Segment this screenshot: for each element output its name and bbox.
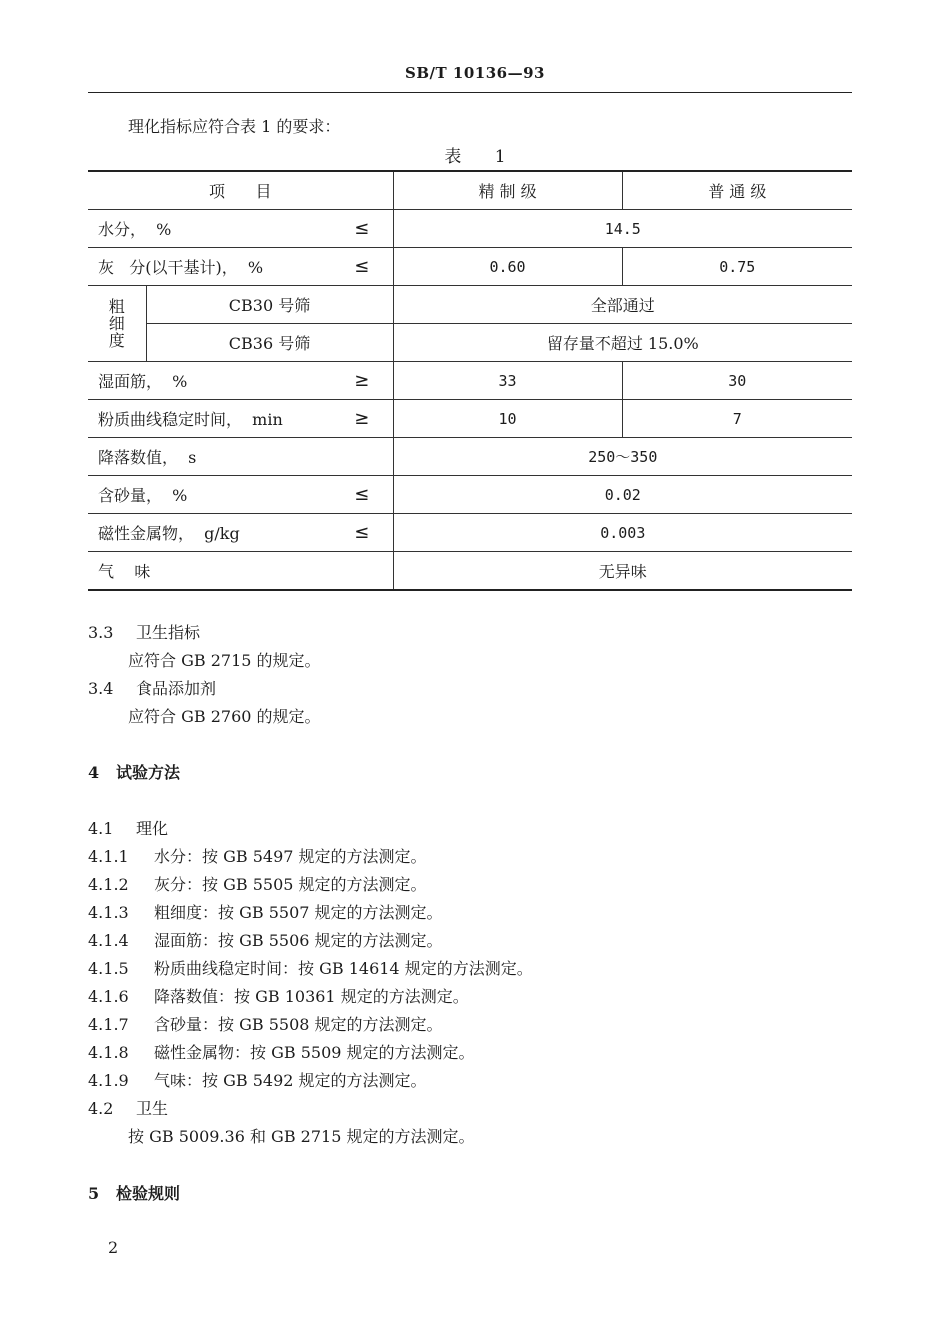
header-grade1: 精 制 级: [393, 171, 622, 210]
row-value-grade1: 10: [393, 400, 622, 438]
section-number: 4: [88, 763, 100, 782]
item-number: 4.1.7: [88, 1015, 129, 1034]
row-gluten: [88, 362, 852, 400]
table-header-row: [88, 171, 852, 210]
section-title: 卫生指标: [136, 623, 201, 642]
section-title: 试验方法: [116, 763, 181, 782]
list-item: [88, 1040, 475, 1063]
item-number: 4.1.6: [88, 987, 129, 1006]
section-title: 食品添加剂: [136, 679, 217, 698]
item-text: 气味：按 GB 5492 规定的方法测定。: [154, 1071, 427, 1090]
item-text: 湿面筋：按 GB 5506 规定的方法测定。: [154, 931, 443, 950]
section-number: 4.2: [88, 1099, 114, 1118]
list-item: [88, 928, 443, 951]
section-title: 理化: [136, 819, 169, 838]
section-title: 卫生: [136, 1099, 169, 1118]
section-4-heading: [88, 760, 180, 783]
row-ash: [88, 248, 852, 286]
section-3-4-body: 应符合 GB 2760 的规定。: [128, 707, 321, 726]
row-value: 250～350: [393, 438, 852, 476]
row-value: 无异味: [393, 552, 852, 591]
item-number: 4.1.2: [88, 875, 129, 894]
row-fineness-cb36: [88, 324, 852, 362]
comparison-symbol: ≥: [331, 362, 393, 400]
item-text: 粗细度：按 GB 5507 规定的方法测定。: [154, 903, 443, 922]
section-3-4-heading: [88, 676, 216, 699]
row-label: 降落数值， s: [88, 438, 393, 476]
row-value-grade2: 0.75: [622, 248, 852, 286]
row-stability: [88, 400, 852, 438]
row-label: 磁性金属物， g/kg: [88, 514, 331, 552]
row-value: 0.02: [393, 476, 852, 514]
section-3-3-heading: [88, 620, 200, 643]
section-5-heading: [88, 1181, 180, 1204]
item-text: 含砂量：按 GB 5508 规定的方法测定。: [154, 1015, 443, 1034]
list-item: [88, 1012, 443, 1035]
item-text: 降落数值：按 GB 10361 规定的方法测定。: [154, 987, 469, 1006]
fineness-char: 细: [108, 314, 125, 333]
comparison-symbol: ≤: [331, 210, 393, 248]
section-4-1-heading: [88, 816, 168, 839]
item-number: 4.1.8: [88, 1043, 129, 1062]
row-label: 湿面筋， %: [88, 362, 331, 400]
fineness-group-label: [88, 286, 146, 362]
row-value: 0.003: [393, 514, 852, 552]
comparison-symbol: ≤: [331, 514, 393, 552]
row-value-grade2: 7: [622, 400, 852, 438]
item-text: 灰分：按 GB 5505 规定的方法测定。: [154, 875, 427, 894]
row-value: 全部通过: [393, 286, 852, 324]
section-title: 检验规则: [116, 1184, 181, 1203]
row-value-grade1: 33: [393, 362, 622, 400]
section-3-3-body: 应符合 GB 2715 的规定。: [128, 651, 321, 670]
row-label: 含砂量， %: [88, 476, 331, 514]
section-4-2-heading: [88, 1096, 168, 1119]
row-label: 灰 分(以干基计)， %: [88, 248, 331, 286]
row-value: 留存量不超过 15.0%: [393, 324, 852, 362]
row-fineness-cb30: [88, 286, 852, 324]
section-4-2-body: 按 GB 5009.36 和 GB 2715 规定的方法测定。: [128, 1127, 475, 1146]
intro-text: 理化指标应符合表 1 的要求：: [128, 117, 341, 136]
page-number: 2: [108, 1238, 119, 1257]
header-item: 项 目: [88, 171, 393, 210]
row-label: 粉质曲线稳定时间， min: [88, 400, 331, 438]
item-number: 4.1.1: [88, 847, 129, 866]
section-number: 3.4: [88, 679, 114, 698]
row-odor: [88, 552, 852, 591]
comparison-symbol: ≥: [331, 400, 393, 438]
row-label: CB36 号筛: [146, 324, 393, 362]
list-item: [88, 1068, 427, 1091]
row-sand: [88, 476, 852, 514]
comparison-symbol: ≤: [331, 476, 393, 514]
item-text: 水分：按 GB 5497 规定的方法测定。: [154, 847, 427, 866]
standard-code: SB/T 10136—93: [405, 64, 545, 82]
row-value-grade1: 0.60: [393, 248, 622, 286]
item-number: 4.1.4: [88, 931, 129, 950]
table-title: 表 1: [444, 147, 520, 167]
row-magnetic: [88, 514, 852, 552]
row-value-grade2: 30: [622, 362, 852, 400]
section-number: 4.1: [88, 819, 114, 838]
item-number: 4.1.5: [88, 959, 129, 978]
comparison-symbol: ≤: [331, 248, 393, 286]
header-rule: [88, 92, 852, 93]
item-number: 4.1.3: [88, 903, 129, 922]
row-value: 14.5: [393, 210, 852, 248]
item-text: 磁性金属物：按 GB 5509 规定的方法测定。: [154, 1043, 475, 1062]
row-label: CB30 号筛: [146, 286, 393, 324]
section-number: 3.3: [88, 623, 114, 642]
section-number: 5: [88, 1184, 100, 1203]
list-item: [88, 872, 427, 895]
row-falling-number: [88, 438, 852, 476]
spec-table: [88, 170, 852, 591]
row-moisture: [88, 210, 852, 248]
row-label: 水分， %: [88, 210, 331, 248]
header-grade2: 普 通 级: [622, 171, 852, 210]
fineness-char: 度: [108, 331, 125, 350]
fineness-char: 粗: [108, 297, 125, 316]
row-label: 气 味: [88, 552, 393, 591]
list-item: [88, 984, 469, 1007]
list-item: [88, 844, 427, 867]
item-number: 4.1.9: [88, 1071, 129, 1090]
list-item: [88, 900, 443, 923]
list-item: [88, 956, 533, 979]
item-text: 粉质曲线稳定时间：按 GB 14614 规定的方法测定。: [154, 959, 533, 978]
